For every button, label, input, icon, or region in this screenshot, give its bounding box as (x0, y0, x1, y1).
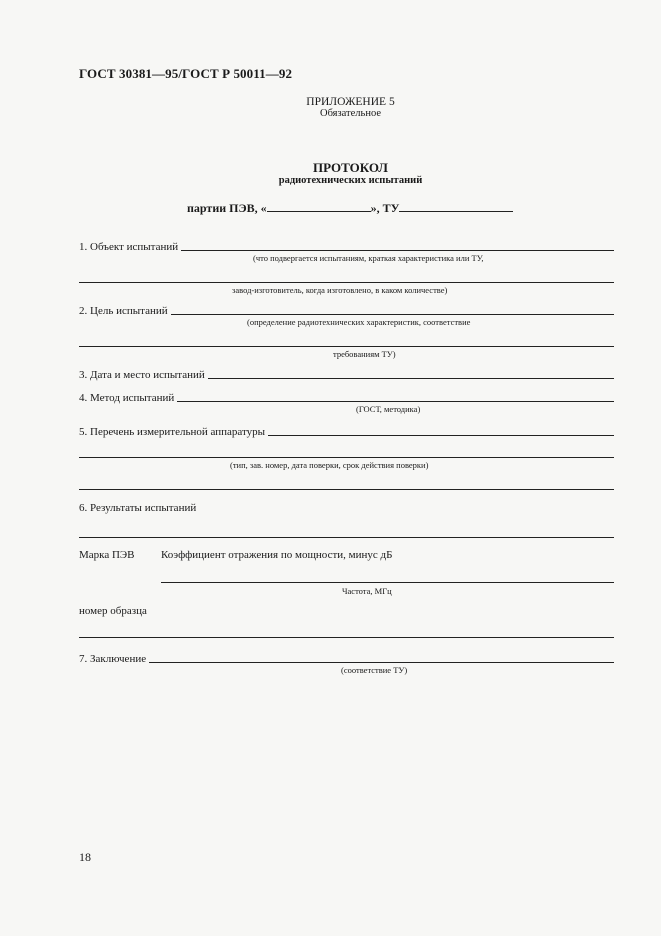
reflection-coefficient-label: Коэффициент отражения по мощности, минус дБ (161, 549, 393, 561)
item-purpose-hint-2: требованиям ТУ) (333, 349, 396, 359)
item-equipment (79, 424, 614, 438)
item-equipment-hint: (тип, зав. номер, дата поверки, срок действия поверки) (230, 460, 429, 470)
sample-number-label: номер образца (79, 605, 147, 617)
item-object-hint-2: завод-изготовитель, когда изготовлено, в каком количестве) (232, 285, 448, 295)
item-method (79, 390, 614, 404)
item-date-place-field[interactable] (208, 368, 614, 379)
party-prefix: партии ПЭВ, « (187, 201, 267, 215)
item-equipment-field-2[interactable] (79, 457, 614, 458)
item-equipment-field-3[interactable] (79, 489, 614, 490)
item-object-hint: (что подвергается испытаниям, краткая характеристика или ТУ, (253, 253, 484, 263)
item-object (79, 239, 614, 253)
item-conclusion-hint: (соответствие ТУ) (341, 665, 408, 675)
item-purpose (79, 303, 614, 317)
item-method-field[interactable] (177, 391, 614, 402)
item-object-field-2[interactable] (79, 282, 614, 283)
item-object-label: 1. Объект испытаний (79, 241, 179, 253)
item-results-field[interactable] (79, 537, 614, 538)
protocol-subtitle: радиотехнических испытаний (278, 175, 423, 186)
item-purpose-label: 2. Цель испытаний (79, 305, 168, 317)
appendix-status: Обязательное (320, 108, 381, 119)
sample-number-field[interactable] (79, 637, 614, 638)
party-tu-field[interactable] (399, 201, 513, 212)
item-purpose-field-2[interactable] (79, 346, 614, 347)
frequency-field[interactable] (161, 582, 614, 583)
item-date-place-label: 3. Дата и место испытаний (79, 369, 205, 381)
party-mid: », ТУ (370, 201, 400, 215)
item-method-hint: (ГОСТ, методика) (356, 404, 421, 414)
item-equipment-label: 5. Перечень измерительной аппаратуры (79, 426, 266, 438)
page-number: 18 (79, 850, 91, 864)
item-purpose-field[interactable] (171, 304, 614, 315)
protocol-title: ПРОТОКОЛ (313, 160, 388, 175)
item-equipment-field[interactable] (268, 425, 614, 436)
item-conclusion (79, 651, 614, 665)
item-object-field[interactable] (181, 240, 614, 251)
frequency-label: Частота, МГц (342, 586, 392, 596)
appendix-title: ПРИЛОЖЕНИЕ 5 (306, 96, 395, 108)
item-purpose-hint: (определение радиотехнических характеристик, соответствие (247, 317, 471, 327)
item-conclusion-label: 7. Заключение (79, 653, 147, 665)
brand-label: Марка ПЭВ (79, 549, 135, 561)
item-date-place (79, 367, 614, 381)
party-date-field[interactable] (267, 201, 371, 212)
item-method-label: 4. Метод испытаний (79, 392, 175, 404)
item-results-label: 6. Результаты испытаний (79, 502, 197, 514)
item-conclusion-field[interactable] (149, 652, 614, 663)
document-code-header: ГОСТ 30381—95/ГОСТ Р 50011—92 (79, 66, 293, 81)
party-line (187, 201, 513, 216)
